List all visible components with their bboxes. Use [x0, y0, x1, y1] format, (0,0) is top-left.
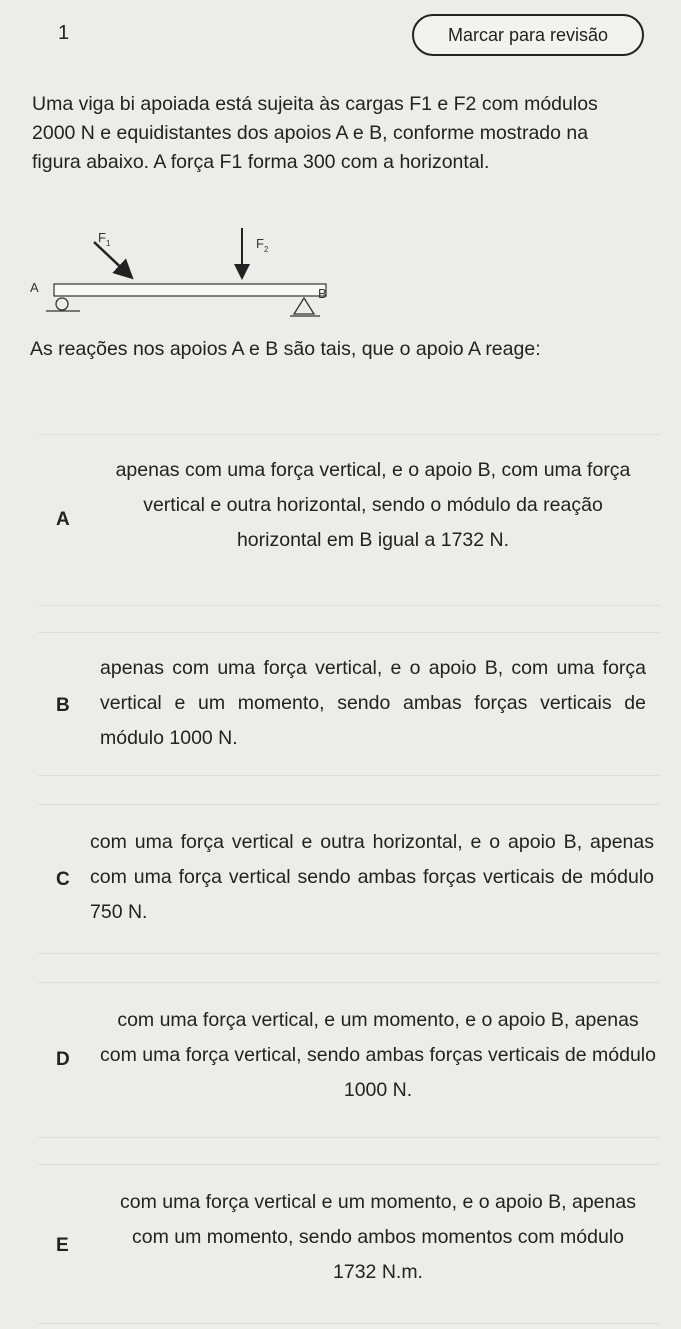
- support-a-label: A: [30, 280, 39, 295]
- option-letter: C: [56, 869, 70, 890]
- option-text: com uma força vertical, e um momento, e o apoio B, apenas com uma força vertical, sendo ambas forças verticais de módulo 1000 N.: [100, 1009, 656, 1101]
- question-text: Uma viga bi apoiada está sujeita às cargas F1 e F2 com módulos 2000 N e equidistantes dos apoios A e B, conforme mostrado na figura abaixo. A força F1 forma 300 com a horizontal.: [32, 93, 598, 173]
- beam-diagram: [28, 218, 348, 328]
- mark-for-review-button[interactable]: Marcar para revisão: [412, 14, 644, 56]
- force-f1-arrow: [94, 242, 130, 276]
- option-letter: E: [56, 1235, 69, 1256]
- support-a-roller: [56, 298, 68, 310]
- support-b-label: B: [318, 286, 327, 301]
- option-c[interactable]: [38, 804, 660, 954]
- option-text: apenas com uma força vertical, e o apoio B, com uma força vertical e outra horizontal, sendo o módulo da reação horizontal em B igual a 1732 N.: [115, 459, 631, 551]
- beam: [54, 284, 326, 296]
- option-text: com uma força vertical e um momento, e o apoio B, apenas com um momento, sendo ambos momentos com módulo 1732 N.m.: [120, 1191, 636, 1283]
- option-text: com uma força vertical e outra horizontal, e o apoio B, apenas com uma força vertical sendo ambas forças verticais de módulo 750 N.: [90, 831, 654, 923]
- option-letter: A: [56, 509, 70, 530]
- option-d[interactable]: [38, 982, 660, 1138]
- question-number: 1: [58, 22, 70, 44]
- support-b-pin: [294, 298, 314, 314]
- question-stem: As reações nos apoios A e B são tais, que o apoio A reage:: [30, 338, 541, 360]
- option-letter: B: [56, 695, 70, 716]
- force-f2-label: $F_2$: [256, 236, 269, 254]
- option-b[interactable]: [38, 632, 660, 776]
- option-text: apenas com uma força vertical, e o apoio B, com uma força vertical e um momento, sendo ambas forças verticais de módulo 1000 N.: [100, 657, 646, 749]
- force-f1-label: $F_1$: [98, 230, 111, 248]
- option-letter: D: [56, 1049, 70, 1070]
- option-e[interactable]: [38, 1164, 660, 1324]
- option-a[interactable]: [38, 434, 660, 606]
